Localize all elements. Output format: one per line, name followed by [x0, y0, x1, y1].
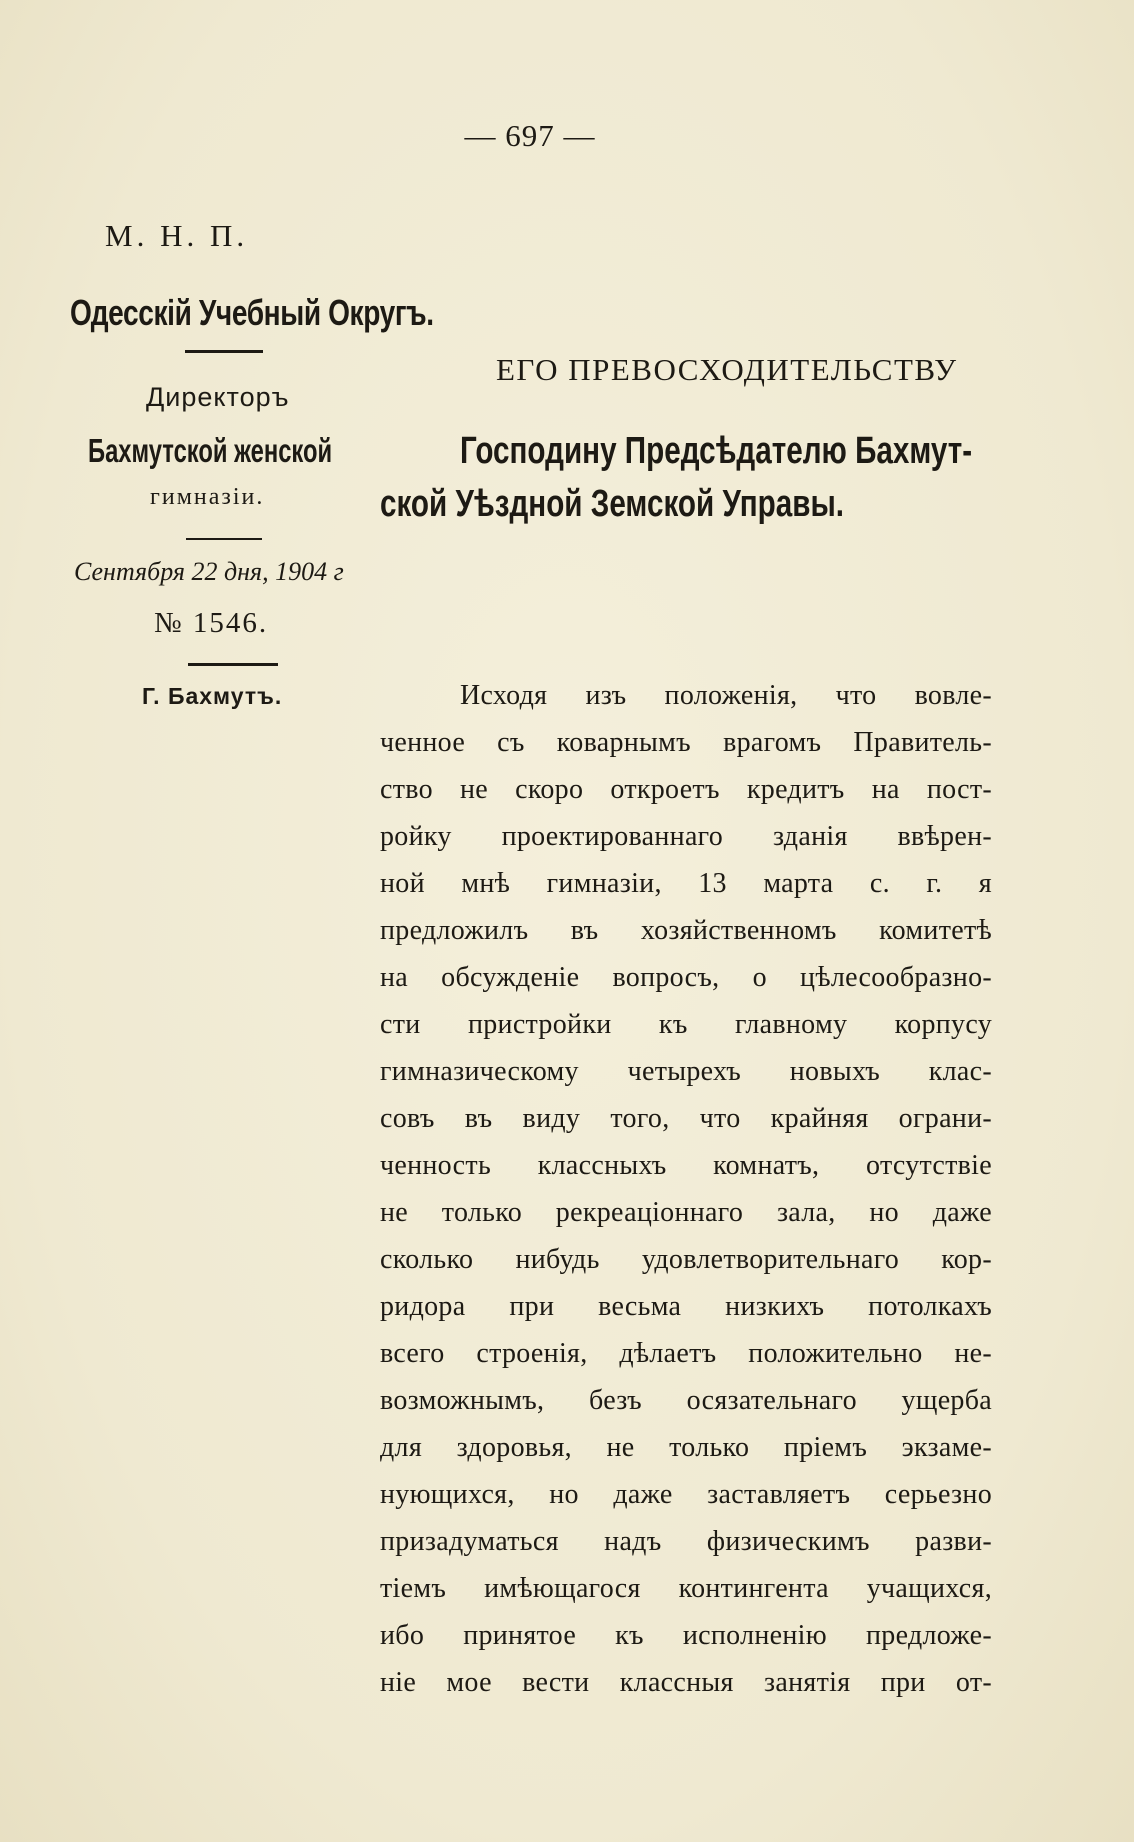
letter-number: № 1546. — [154, 607, 269, 639]
body-line: ченность классныхъ комнатъ, отсутствіе — [380, 1150, 992, 1181]
body-line: для здоровья, не только пріемъ экзаме- — [380, 1432, 992, 1463]
director-title: Директоръ — [146, 382, 290, 412]
body-line: ройку проектированнаго зданія ввѣрен- — [380, 821, 992, 852]
letter-date: Сентября 22 дня, 1904 г — [74, 557, 344, 586]
body-line: ченное съ коварнымъ врагомъ Правитель- — [380, 727, 992, 758]
body-line: не только рекреаціоннаго зала, но даже — [380, 1197, 992, 1228]
body-line: возможнымъ, безъ осязательнаго ущерба — [380, 1385, 992, 1416]
page-number: — 697 — — [464, 118, 596, 153]
educational-district: Одесскій Учебный Округъ. — [70, 292, 434, 333]
city-name: Г. Бахмутъ. — [142, 683, 283, 709]
body-line: Исходя изъ положенія, что вовле- — [460, 680, 992, 711]
ministry-abbreviation: М. Н. П. — [105, 218, 249, 253]
body-line: ніе мое вести классныя занятія при от- — [380, 1667, 992, 1698]
body-line: всего строенія, дѣлаетъ положительно не- — [380, 1338, 992, 1369]
divider-rule — [188, 663, 278, 666]
body-line: ной мнѣ гимназіи, 13 марта с. г. я — [380, 868, 992, 899]
body-line: сти пристройки къ главному корпусу — [380, 1009, 992, 1040]
institution-type: гимназіи. — [150, 484, 265, 510]
institution-name: Бахмутской женской — [88, 432, 333, 469]
body-line: нующихся, но даже заставляетъ серьезно — [380, 1479, 992, 1510]
body-line: призадуматься надъ физическимъ разви- — [380, 1526, 992, 1557]
body-line: гимназическому четырехъ новыхъ клас- — [380, 1056, 992, 1087]
body-line: ство не скоро откроетъ кредитъ на пост- — [380, 774, 992, 805]
body-line: тіемъ имѣющагося контингента учащихся, — [380, 1573, 992, 1604]
body-line: сколько нибудь удовлетворительнаго кор- — [380, 1244, 992, 1275]
addressee-line-2: ской Уѣздной Земской Управы. — [380, 483, 845, 525]
body-line: на обсужденіе вопросъ, о цѣлесообразно- — [380, 962, 992, 993]
body-line: совъ въ виду того, что крайняя ограни- — [380, 1103, 992, 1134]
body-line: предложилъ въ хозяйственномъ комитетѣ — [380, 915, 992, 946]
divider-rule — [186, 538, 262, 540]
divider-rule — [185, 350, 263, 353]
body-line: ибо принятое къ исполненію предложе- — [380, 1620, 992, 1651]
addressee-honorific: ЕГО ПРЕВОСХОДИТЕЛЬСТВУ — [496, 352, 958, 387]
addressee-line-1: Господину Предсѣдателю Бахмут- — [460, 430, 973, 472]
body-line: ридора при весьма низкихъ потолкахъ — [380, 1291, 992, 1322]
